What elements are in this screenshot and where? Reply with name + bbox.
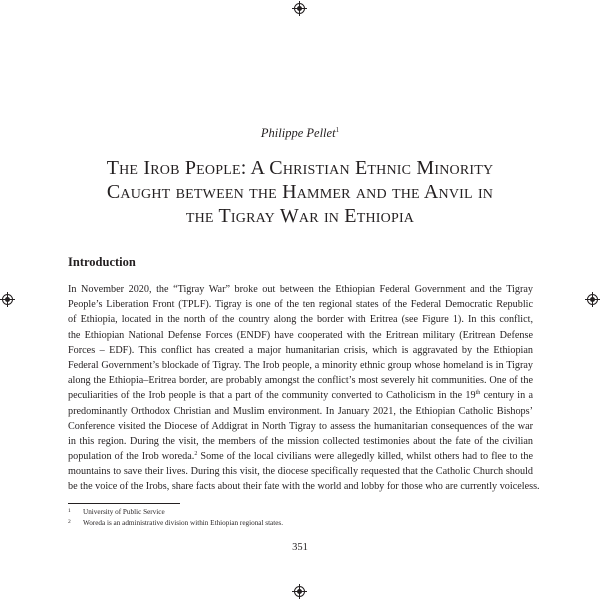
- body-text: century in a: [480, 390, 533, 402]
- body-line: the Ethiopian National Defense Forces (ENDF) have cooperated with the Eritrean military (Eritrean Defense: [68, 329, 533, 341]
- superscript: th: [475, 390, 481, 397]
- body-line: Forces – EDF). This conflict has created a major humanitarian crisis, which is aggravated by the Ethiopian: [68, 344, 533, 356]
- footnote-item: [68, 507, 533, 518]
- page-number: 351: [292, 542, 308, 553]
- body-text: peculiarities of the Irob people is that a part of the community converted to Catholicism in the 19: [68, 390, 476, 402]
- body-line: in this region. During the visit, the members of the mission collected testimonies about the fate of the civilian: [68, 435, 533, 447]
- footnote-number: 2: [68, 519, 71, 525]
- body-line: Conference visited the Diocese of Addigrat in North Tigray to assess the humanitarian consequences of the war: [68, 420, 533, 432]
- crop-mark-top-icon: [294, 3, 305, 14]
- footnotes: [68, 507, 533, 529]
- body-line: mountains to save their lives. During this visit, the diocese specifically requested that the Catholic Church should: [68, 466, 533, 478]
- author-footnote-marker[interactable]: 1: [335, 126, 340, 134]
- title-line: Caught between the Hammer and the Anvil in: [106, 181, 494, 203]
- title-line: the Tigray War in Ethiopia: [185, 205, 415, 227]
- footnote-text: University of Public Service: [83, 508, 165, 516]
- body-text: Some of the local civilians were allegedly killed, whilst others had to flee to the: [197, 451, 533, 463]
- footnote-divider: [68, 503, 180, 504]
- section-heading: Introduction: [68, 255, 136, 269]
- body-line: Federal Government’s blockade of Tigray. The Irob people, a minority ethnic group whose homeland is in Tigray: [68, 359, 533, 371]
- crop-mark-left-icon: [2, 294, 13, 305]
- author-name: Philippe Pellet: [260, 126, 336, 140]
- body-line: [68, 449, 533, 464]
- body-line: of Ethiopia, located in the north of the country along the border with Eritrea (see Figure 1). In this conflict,: [68, 314, 533, 326]
- body-line: [68, 388, 533, 403]
- crop-mark-right-icon: [587, 294, 598, 305]
- footnote-text: Woreda is an administrative division within Ethiopian regional states.: [83, 519, 284, 527]
- footnote-item: [68, 518, 533, 529]
- footnote-reference[interactable]: 2: [194, 451, 198, 458]
- body-line: People’s Liberation Front (TPLF). Tigray is one of the ten regional states of the Federal Democratic Republic: [68, 299, 533, 311]
- body-line: predominantly Orthodox Christian and Muslim environment. In January 2021, the Ethiopian Catholic Bishops’: [68, 405, 533, 417]
- body-line: be the voice of the Irobs, share facts about their fate with the world and lobby for those who are currently voiceless.: [68, 481, 540, 493]
- body-line: In November 2020, the “Tigray War” broke out between the Ethiopian Federal Government and the Tigray: [68, 284, 533, 295]
- body-paragraph: [68, 282, 540, 495]
- article-title: [60, 156, 540, 228]
- title-line: The Irob People: A Christian Ethnic Minority: [106, 157, 494, 179]
- footnote-number: 1: [68, 508, 71, 514]
- body-line: along the Ethiopia–Eritrea border, are probably amongst the conflict’s most severely hit communities. One of the: [68, 375, 533, 387]
- crop-mark-bottom-icon: [294, 586, 305, 597]
- body-text: population of the Irob woreda.: [68, 451, 195, 463]
- author-line: [0, 126, 600, 141]
